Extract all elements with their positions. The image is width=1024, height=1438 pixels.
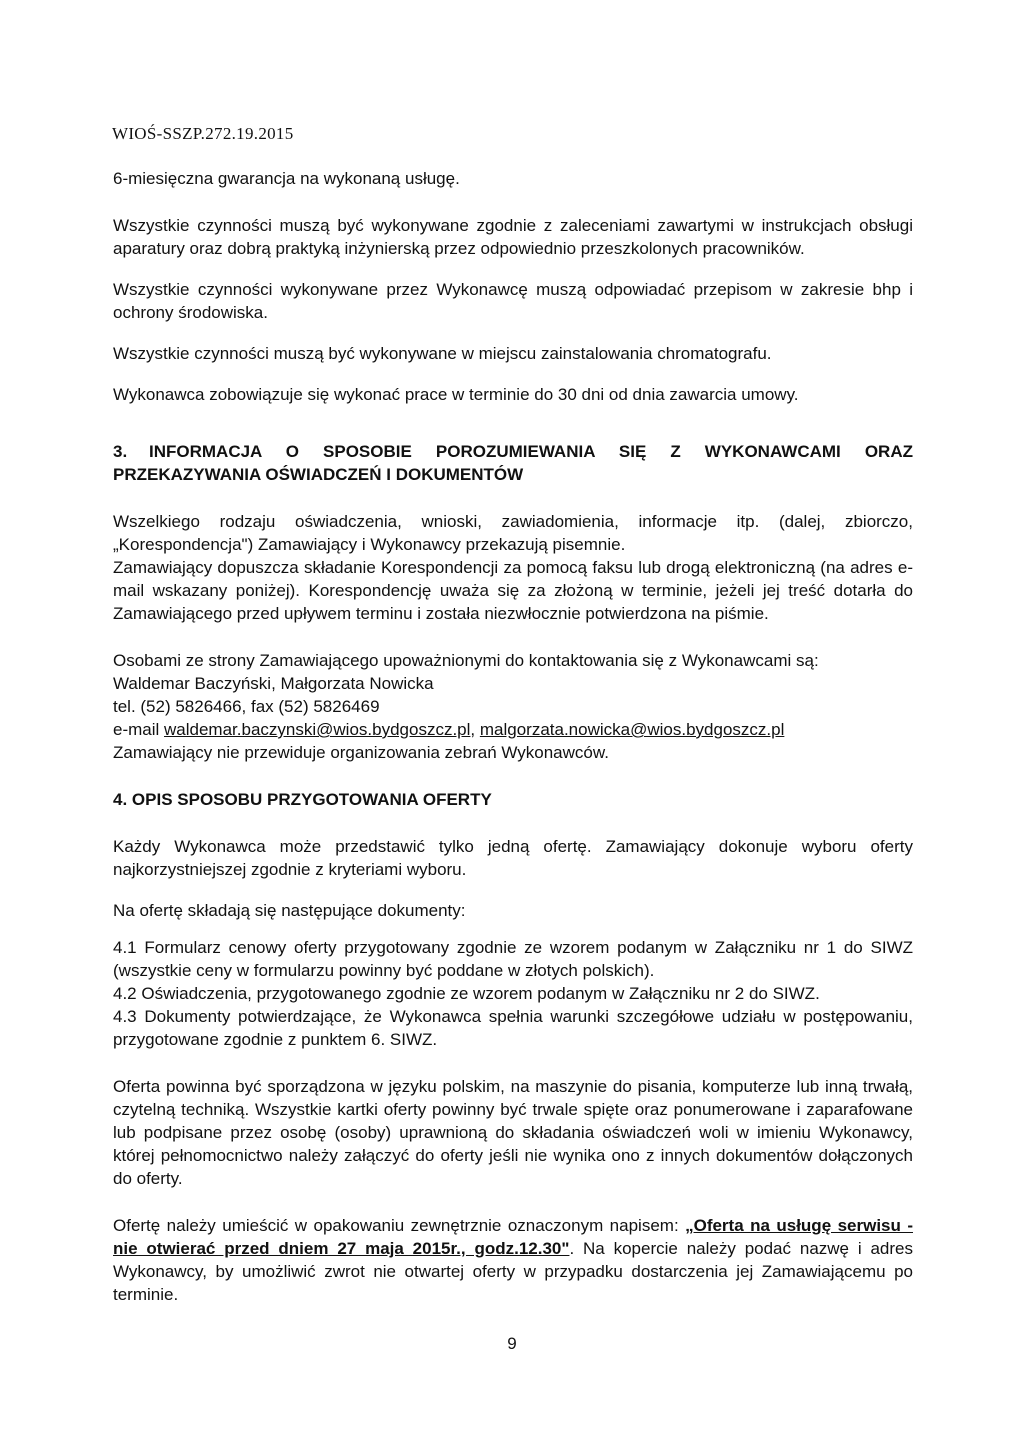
section-4-heading xyxy=(113,788,913,811)
email-separator: , xyxy=(470,720,480,739)
fax-email-paragraph: Zamawiający dopuszcza składanie Korespondencji za pomocą faksu lub drogą elektroniczną (na adres e-mail wskazany poniżej). Korespondencję uważa się za złożoną w terminie, jeżeli jej treść dotarła do Zamawiającego przed upływem terminu i została niezwłocznie potwierdzona na piśmie. xyxy=(113,558,913,623)
email-link-baczynski[interactable]: waldemar.baczynski@wios.bydgoszcz.pl xyxy=(164,720,471,739)
section-4-title: OPIS SPOSOBU PRZYGOTOWANIA OFERTY xyxy=(131,790,492,809)
document-reference: WIOŚ-SSZP.272.19.2015 xyxy=(112,124,294,143)
contacts-phone: tel. (52) 5826466, fax (52) 5826469 xyxy=(113,697,380,716)
bhp-paragraph: Wszystkie czynności wykonywane przez Wykonawcę muszą odpowiadać przepisom w zakresie bhp i ochrony środowiska. xyxy=(113,280,913,322)
envelope-text-start: Ofertę należy umieścić w opakowaniu zewnętrznie oznaczonym napisem: xyxy=(113,1216,686,1235)
email-link-nowicka[interactable]: malgorzata.nowicka@wios.bydgoszcz.pl xyxy=(479,720,785,739)
offer-form-paragraph: Oferta powinna być sporządzona w języku polskim, na maszynie do pisania, komputerze lub inną trwałą, czytelną techniką. Wszystkie kartki oferty powinny być trwale spięte oraz ponumerowane i zaparafowane lub podpisane przez osobę (osoby) uprawnioną do składania oświadczeń woli w imieniu Wykonawcy, której pełnomocnictwo należy załączyć do oferty jeśli nie wynika ono z innych dokumentów dołączonych do oferty. xyxy=(113,1077,913,1188)
section-3-heading xyxy=(113,440,913,486)
list-item-4-2: 4.2 Oświadczenia, przygotowanego zgodnie ze wzorem podanym w Załączniku nr 2 do SIWZ. xyxy=(113,984,820,1003)
contacts-email-line xyxy=(113,718,913,741)
contacts-names: Waldemar Baczyński, Małgorzata Nowicka xyxy=(113,674,434,693)
email-prefix: e-mail xyxy=(113,720,165,739)
list-item-4-1: 4.1 Formularz cenowy oferty przygotowany zgodnie ze wzorem podanym w Załączniku nr 1 do SIWZ (wszystkie ceny w formularzu powinny być poddane w złotych polskich). xyxy=(113,938,913,980)
section-4-number: 4. xyxy=(113,790,128,809)
list-item-4-3: 4.3 Dokumenty potwierdzające, że Wykonawca spełnia warunki szczegółowe udziału w postępowaniu, przygotowane zgodnie z punktem 6. SIWZ. xyxy=(113,1007,913,1049)
envelope-label: „Oferta na usługę serwisu - nie otwierać przed dniem 27 maja 2015r., godz.12.30" xyxy=(113,1216,913,1258)
instructions-paragraph: Wszystkie czynności muszą być wykonywane zgodnie z zaleceniami zawartymi w instrukcjach obsługi aparatury oraz dobrą praktyką inżynierską przez odpowiednio przeszkolonych pracowników. xyxy=(113,216,913,258)
documents-intro: Na ofertę składają się następujące dokumenty: xyxy=(113,901,466,920)
warranty-paragraph: 6-miesięczna gwarancja na wykonaną usługę. xyxy=(113,169,460,188)
one-offer-paragraph: Każdy Wykonawca może przedstawić tylko jedną ofertę. Zamawiający dokonuje wyboru oferty najkorzystniejszej zgodnie z kryteriami wyboru. xyxy=(113,837,913,879)
no-meetings-paragraph: Zamawiający nie przewiduje organizowania zebrań Wykonawców. xyxy=(113,743,609,762)
section-3-number: 3. xyxy=(113,442,128,461)
section-3-title: INFORMACJA O SPOSOBIE POROZUMIEWANIA SIĘ Z WYKONAWCAMI ORAZ PRZEKAZYWANIA OŚWIADCZEŃ I DOKUMENTÓW xyxy=(113,442,913,484)
deadline-paragraph: Wykonawca zobowiązuje się wykonać prace w terminie do 30 dni od dnia zawarcia umowy. xyxy=(113,385,799,404)
contacts-intro: Osobami ze strony Zamawiającego upoważnionymi do kontaktowania się z Wykonawcami są: xyxy=(113,651,819,670)
envelope-paragraph xyxy=(113,1214,913,1306)
document-body xyxy=(113,167,913,1306)
correspondence-paragraph: Wszelkiego rodzaju oświadczenia, wnioski, zawiadomienia, informacje itp. (dalej, zbiorczo, „Korespondencja") Zamawiający i Wykonawcy przekazują pisemnie. xyxy=(113,512,913,554)
location-paragraph: Wszystkie czynności muszą być wykonywane w miejscu zainstalowania chromatografu. xyxy=(113,344,772,363)
envelope-text-end: . Na kopercie należy podać nazwę i adres Wykonawcy, by umożliwić zwrot nie otwartej oferty w przypadku dostarczenia jej Zamawiającemu po terminie. xyxy=(113,1239,913,1304)
page-number: 9 xyxy=(507,1334,517,1353)
